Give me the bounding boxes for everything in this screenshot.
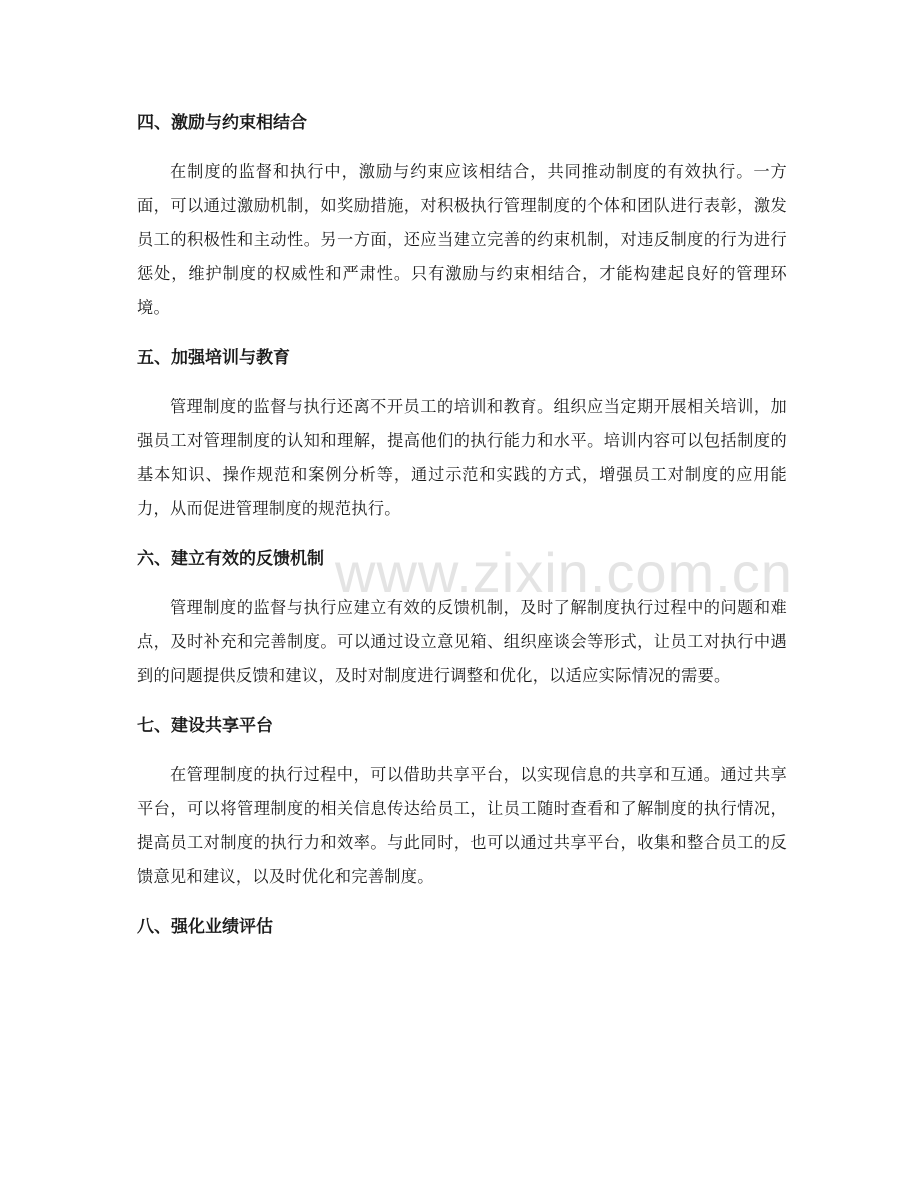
section-heading-5: 五、加强培训与教育 xyxy=(137,348,290,368)
section-paragraph-7: 在管理制度的执行过程中，可以借助共享平台，以实现信息的共享和互通。通过共享平台，可以将管理制度的相关信息传达给员工，让员工随时查看和了解制度的执行情况，提高员工对制度的执行力和效率。与此同时，也可以通过共享平台，收集和整合员工的反馈意见和建议，以及时优化和完善制度。 xyxy=(137,765,787,886)
section-heading-6: 六、建立有效的反馈机制 xyxy=(137,549,324,569)
section-heading-4: 四、激励与约束相结合 xyxy=(137,113,307,133)
section-paragraph-4: 在制度的监督和执行中，激励与约束应该相结合，共同推动制度的有效执行。一方面，可以通过激励机制，如奖励措施，对积极执行管理制度的个体和团队进行表彰，激发员工的积极性和主动性。另一方面，还应当建立完善的约束机制，对违反制度的行为进行惩处，维护制度的权威性和严肃性。只有激励与约束相结合，才能构建起良好的管理环境。 xyxy=(137,162,787,317)
section-heading-7: 七、建设共享平台 xyxy=(137,716,273,736)
watermark: www.zixin.com.cn xyxy=(335,541,793,604)
document-body xyxy=(137,104,787,946)
section-heading-8: 八、强化业绩评估 xyxy=(137,917,273,937)
section-paragraph-6: 管理制度的监督与执行应建立有效的反馈机制，及时了解制度执行过程中的问题和难点，及时补充和完善制度。可以通过设立意见箱、组织座谈会等形式，让员工对执行中遇到的问题提供反馈和建议，及时对制度进行调整和优化，以适应实际情况的需要。 xyxy=(137,598,787,685)
section-paragraph-5: 管理制度的监督与执行还离不开员工的培训和教育。组织应当定期开展相关培训，加强员工对管理制度的认知和理解，提高他们的执行能力和水平。培训内容可以包括制度的基本知识、操作规范和案例分析等，通过示范和实践的方式，增强员工对制度的应用能力，从而促进管理制度的规范执行。 xyxy=(137,397,787,518)
